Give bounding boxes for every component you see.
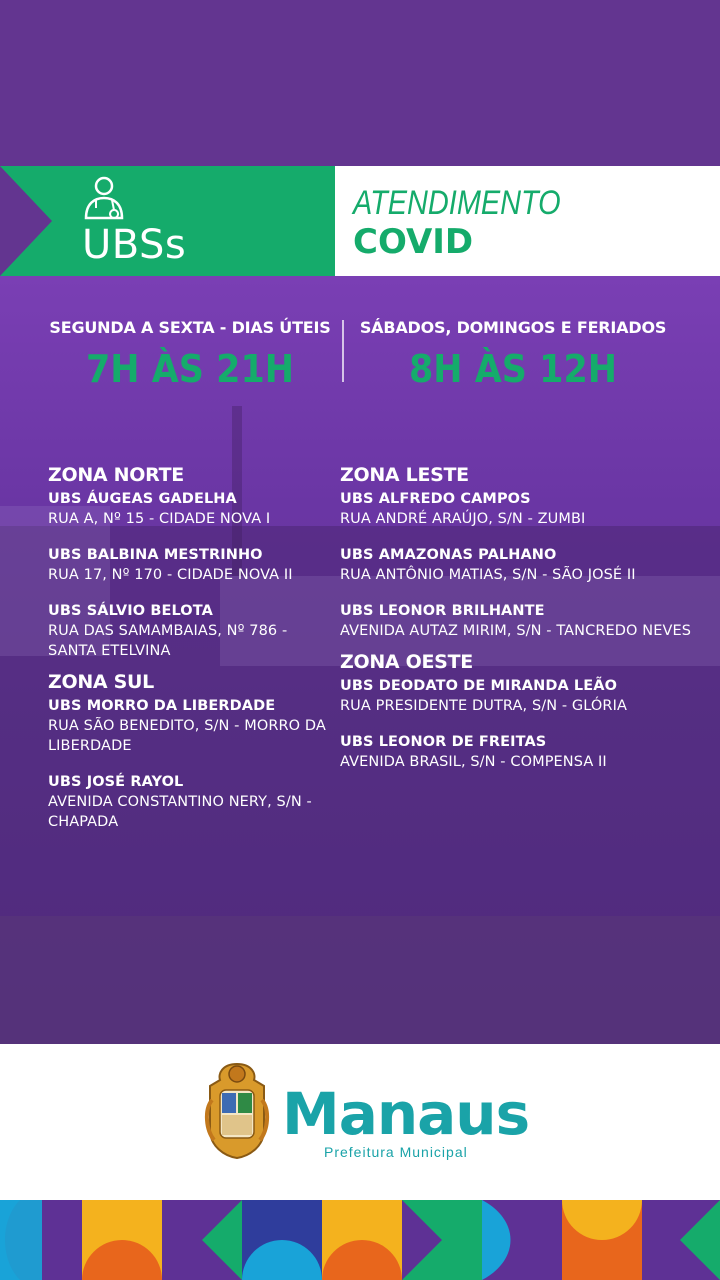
user-doctor-icon xyxy=(82,176,130,220)
ubs-entry xyxy=(340,734,710,772)
background-photo xyxy=(0,276,720,1044)
ubs-address: AVENIDA BRASIL, S/N - COMPENSA II xyxy=(340,754,607,770)
weekend-time: 8H ÀS 12H xyxy=(408,347,618,391)
footer-logo-area xyxy=(0,1044,720,1200)
ubs-entry xyxy=(48,547,338,585)
ubs-name: UBS DEODATO DE MIRANDA LEÃO xyxy=(340,678,618,694)
weekend-hours xyxy=(348,318,678,391)
ubs-entry xyxy=(48,491,338,529)
header-banner xyxy=(0,166,720,276)
ubs-address: RUA DAS SAMAMBAIAS, Nº 786 - SANTA ETELVINA xyxy=(48,623,288,659)
weekday-hours xyxy=(25,318,355,391)
weekday-label: SEGUNDA A SEXTA - DIAS ÚTEIS xyxy=(49,318,331,337)
covid-label: COVID xyxy=(353,222,474,262)
zones-left-column xyxy=(48,464,338,850)
footer-decorative-pattern xyxy=(0,1200,720,1280)
manaus-logo-subtitle: Prefeitura Municipal xyxy=(324,1144,468,1160)
ubs-entry xyxy=(340,491,710,529)
ubs-name: UBS MORRO DA LIBERDADE xyxy=(48,698,276,714)
manaus-logo-text: Manaus xyxy=(282,1080,530,1148)
ubs-name: UBS ÁUGEAS GADELHA xyxy=(48,491,237,507)
top-band xyxy=(0,0,720,166)
zone-title: ZONA OESTE xyxy=(340,651,473,673)
ubs-address: RUA ANDRÉ ARAÚJO, S/N - ZUMBI xyxy=(340,511,586,527)
ubs-name: UBS JOSÉ RAYOL xyxy=(48,774,184,790)
zone-leste xyxy=(340,464,710,641)
ubs-title: UBSs xyxy=(82,222,187,268)
ubs-entry xyxy=(48,698,338,756)
ubs-address: RUA ANTÔNIO MATIAS, S/N - SÃO JOSÉ II xyxy=(340,567,636,583)
ubs-name: UBS AMAZONAS PALHANO xyxy=(340,547,557,563)
atendimento-label: ATENDIMENTO xyxy=(353,184,561,222)
zone-oeste xyxy=(340,651,710,772)
ubs-entry xyxy=(340,603,710,641)
ubs-entry xyxy=(48,603,338,661)
ubs-name: UBS LEONOR DE FREITAS xyxy=(340,734,547,750)
ubs-address: AVENIDA CONSTANTINO NERY, S/N - CHAPADA xyxy=(48,794,312,830)
zone-sul xyxy=(48,671,338,832)
zone-title: ZONA LESTE xyxy=(340,464,469,486)
ubs-address: AVENIDA AUTAZ MIRIM, S/N - TANCREDO NEVES xyxy=(340,623,692,639)
banner-left-panel xyxy=(0,166,335,276)
ubs-name: UBS SÁLVIO BELOTA xyxy=(48,603,213,619)
ubs-name: UBS BALBINA MESTRINHO xyxy=(48,547,263,563)
zone-title: ZONA SUL xyxy=(48,671,154,693)
ubs-name: UBS LEONOR BRILHANTE xyxy=(340,603,545,619)
zone-norte xyxy=(48,464,338,661)
banner-right-panel xyxy=(335,166,720,276)
ubs-entry xyxy=(340,547,710,585)
hours-divider xyxy=(342,320,344,382)
ubs-entry xyxy=(48,774,338,832)
ubs-address: RUA SÃO BENEDITO, S/N - MORRO DA LIBERDADE xyxy=(48,718,326,754)
weekend-label: SÁBADOS, DOMINGOS E FERIADOS xyxy=(359,318,667,337)
ubs-address: RUA PRESIDENTE DUTRA, S/N - GLÓRIA xyxy=(340,698,628,714)
photo-ground xyxy=(0,916,720,1044)
ubs-address: RUA 17, Nº 170 - CIDADE NOVA II xyxy=(48,567,293,583)
zones-right-column xyxy=(340,464,710,790)
weekday-time: 7H ÀS 21H xyxy=(85,347,295,391)
ubs-name: UBS ALFREDO CAMPOS xyxy=(340,491,531,507)
ubs-address: RUA A, Nº 15 - CIDADE NOVA I xyxy=(48,511,271,527)
zone-title: ZONA NORTE xyxy=(48,464,184,486)
manaus-crest-icon xyxy=(202,1060,272,1160)
ubs-entry xyxy=(340,678,710,716)
banner-arrow-shape xyxy=(0,166,52,276)
